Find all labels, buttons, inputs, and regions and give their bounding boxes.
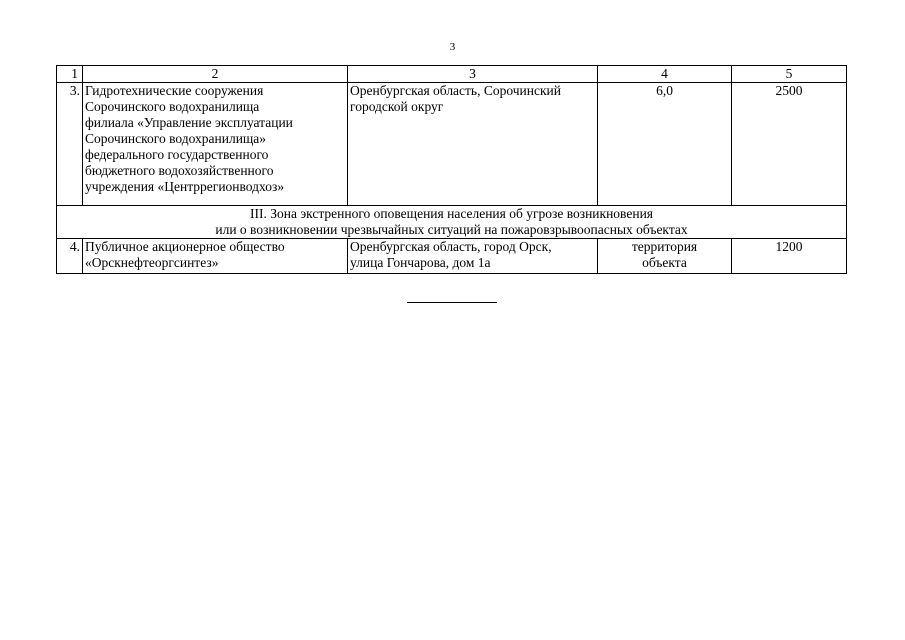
header-col-3: 3 (348, 66, 598, 83)
col5-value: 1200 (732, 239, 847, 274)
col4-value-line: территория (631, 239, 698, 254)
table-row (57, 239, 847, 274)
object-name-line: «Орскнефтеоргсинтез» (85, 255, 219, 270)
col5-value: 2500 (732, 83, 847, 206)
object-name-cell (83, 239, 348, 274)
header-col-2: 2 (83, 66, 348, 83)
address-cell (348, 239, 598, 274)
col4-value-line: объекта (642, 255, 687, 270)
section-heading (57, 206, 847, 239)
object-name-line: филиала «Управление эксплуатации (85, 115, 293, 130)
address-line: Оренбургская область, город Орск, (350, 239, 552, 254)
table-row (57, 83, 847, 206)
address-cell (348, 83, 598, 206)
address-line: улица Гончарова, дом 1а (350, 255, 491, 270)
header-col-4: 4 (598, 66, 732, 83)
object-name-line: бюджетного водохозяйственного (85, 163, 274, 178)
col4-value (598, 239, 732, 274)
address-line: Оренбургская область, Сорочинский (350, 83, 561, 98)
object-name-line: учреждения «Центррегионводхоз» (85, 179, 285, 194)
table-header-row (57, 66, 847, 83)
object-name-line: Сорочинского водохранилища» (85, 131, 267, 146)
zones-table (56, 65, 847, 274)
page-number: 3 (449, 41, 456, 53)
section-heading-row (57, 206, 847, 239)
section-heading-line: или о возникновении чрезвычайных ситуаций на пожаровзрывоопасных объектах (215, 222, 688, 237)
row-number: 3. (57, 83, 83, 206)
object-name-line: Сорочинского водохранилища (85, 99, 260, 114)
end-of-table-rule (407, 302, 497, 303)
object-name-line: Гидротехнические сооружения (85, 83, 264, 98)
header-col-5: 5 (732, 66, 847, 83)
row-number: 4. (57, 239, 83, 274)
section-heading-line: III. Зона экстренного оповещения населения об угрозе возникновения (249, 206, 654, 221)
header-col-1: 1 (57, 66, 83, 83)
object-name-line: Публичное акционерное общество (85, 239, 285, 254)
address-line: городской округ (350, 99, 444, 114)
object-name-line: федерального государственного (85, 147, 269, 162)
object-name-cell (83, 83, 348, 206)
col4-value: 6,0 (598, 83, 732, 206)
